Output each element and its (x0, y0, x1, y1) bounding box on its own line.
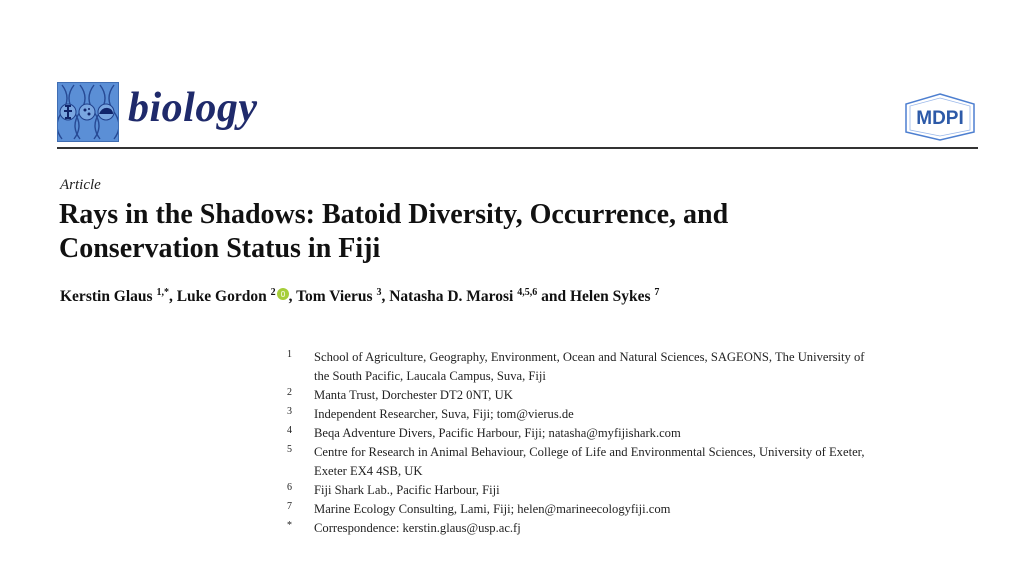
journal-logo-icon (57, 82, 119, 142)
affiliation-text (314, 348, 985, 386)
article-title-line-1: Rays in the Shadows: Batoid Diversity, Occurrence, and (59, 199, 729, 230)
article-type: Article (60, 177, 101, 193)
affiliation-text: Independent Researcher, Suva, Fiji; tom@vierus.de (314, 407, 574, 421)
orcid-icon[interactable] (277, 288, 289, 300)
affiliation-text (314, 443, 985, 481)
affiliation-text: Fiji Shark Lab., Pacific Harbour, Fiji (314, 483, 500, 497)
affiliation-number: 3 (287, 406, 292, 417)
affiliation-number: 1 (287, 349, 292, 360)
correspondence-text: Correspondence: kerstin.glaus@usp.ac.fj (314, 521, 521, 535)
article-title-line-2: Conservation Status in Fiji (59, 233, 381, 264)
affiliation-item (285, 405, 985, 424)
author-affiliation-ref: 2 (270, 287, 276, 298)
author-name[interactable]: Kerstin Glaus (60, 288, 153, 305)
author-separator: , (288, 288, 297, 305)
header-divider (57, 147, 978, 149)
affiliation-list (285, 348, 985, 538)
author-affiliation-ref: 3 (376, 287, 382, 298)
correspondence-item (285, 519, 985, 538)
affiliation-number: 6 (287, 482, 292, 493)
affiliation-item (285, 386, 985, 405)
affiliation-number: 5 (287, 444, 292, 455)
affiliation-item (285, 500, 985, 519)
affiliation-line: Centre for Research in Animal Behaviour, College of Life and Environmental Sciences, University of Exeter, (314, 445, 865, 459)
author-list (60, 288, 659, 306)
journal-name: biology (128, 85, 258, 131)
affiliation-line: the South Pacific, Laucala Campus, Suva, Fiji (314, 369, 546, 383)
affiliation-text: Beqa Adventure Divers, Pacific Harbour, Fiji; natasha@myfijishark.com (314, 426, 681, 440)
affiliation-item (285, 443, 985, 481)
affiliation-text: Manta Trust, Dorchester DT2 0NT, UK (314, 388, 513, 402)
author-name[interactable]: Helen Sykes (570, 288, 651, 305)
affiliation-text: Marine Ecology Consulting, Lami, Fiji; helen@marineecologyfiji.com (314, 502, 671, 516)
affiliation-number: 4 (287, 425, 292, 436)
author-affiliation-ref: 7 (654, 287, 660, 298)
affiliation-number: 2 (287, 387, 292, 398)
journal-header (57, 80, 978, 148)
affiliation-line: School of Agriculture, Geography, Environment, Ocean and Natural Sciences, SAGEONS, The University of (314, 350, 865, 364)
svg-text:MDPI: MDPI (916, 108, 964, 129)
author-separator: , (168, 288, 177, 305)
affiliation-item (285, 424, 985, 443)
affiliation-item (285, 348, 985, 386)
author-affiliation-ref: 4,5,6 (517, 287, 538, 298)
article-title (59, 198, 959, 266)
author-name[interactable]: Natasha D. Marosi (389, 288, 514, 305)
author-name[interactable]: Luke Gordon (176, 288, 267, 305)
author-separator: , (381, 288, 390, 305)
author-name[interactable]: Tom Vierus (296, 288, 373, 305)
affiliation-line: Exeter EX4 4SB, UK (314, 464, 423, 478)
correspondence-marker: * (287, 520, 292, 531)
mdpi-logo-icon (902, 92, 978, 142)
author-affiliation-ref: 1,* (156, 287, 169, 298)
affiliation-item (285, 481, 985, 500)
author-separator: and (537, 288, 570, 305)
affiliation-number: 7 (287, 501, 292, 512)
